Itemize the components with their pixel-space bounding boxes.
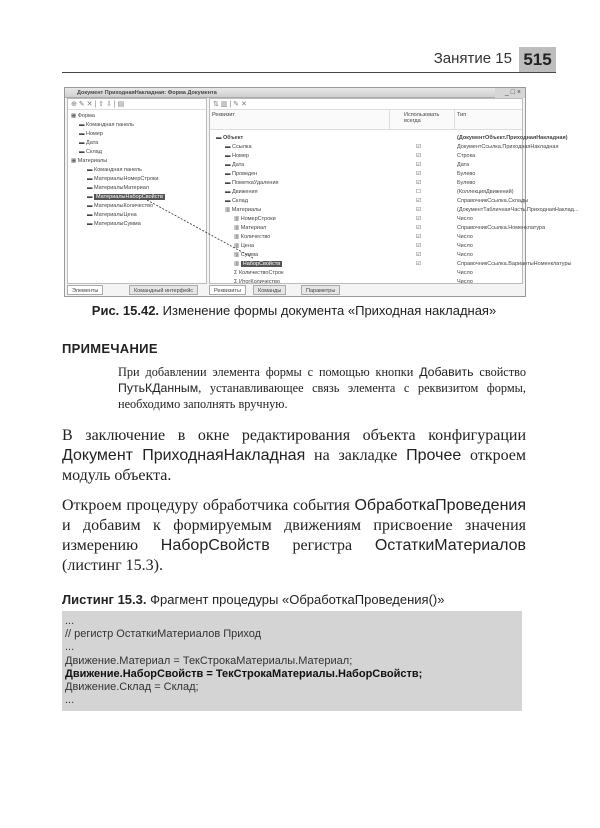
attribute-type: Число — [457, 252, 473, 258]
attribute-type: Дата — [457, 162, 470, 168]
use-always-checkbox[interactable]: ☑ — [416, 144, 421, 150]
attribute-row[interactable]: ▬ Объект — [216, 135, 244, 141]
attribute-row[interactable]: ▥ Материал — [234, 225, 267, 231]
use-always-checkbox[interactable]: ☑ — [416, 198, 421, 204]
use-always-checkbox[interactable]: ☑ — [416, 207, 421, 213]
form-element-label: МатериалыСумма — [94, 221, 141, 227]
use-always-checkbox[interactable]: ☑ — [416, 261, 421, 267]
form-element-item[interactable]: ▬ Склад — [79, 149, 102, 155]
attribute-type: СправочникСсылка.Склады — [457, 198, 529, 204]
attribute-type: Число — [457, 243, 473, 249]
form-element-item[interactable]: ▦ Форма — [71, 113, 95, 119]
attribute-row[interactable]: ▥ Количество — [234, 234, 271, 240]
page-body — [62, 303, 526, 711]
attribute-row[interactable]: ▬ Склад — [225, 198, 248, 204]
window-title: Документ ПриходнаяНакладная: Форма Документа — [65, 88, 495, 98]
use-always-checkbox[interactable]: ☑ — [416, 162, 421, 168]
form-element-item[interactable]: ▬ МатериалыЦена — [87, 212, 137, 218]
form-element-label: МатериалыКоличество — [94, 203, 154, 209]
attribute-type: ДокументСсылка.ПриходнаяНакладная — [457, 144, 559, 150]
attribute-row[interactable]: ▬ Номер — [225, 153, 249, 159]
form-element-label: Форма — [77, 113, 95, 119]
attribute-row[interactable]: ▬ ПометкаУдаления — [225, 180, 279, 186]
note-heading: ПРИМЕЧАНИЕ — [62, 341, 158, 356]
attribute-name: КоличествоСтрок — [238, 270, 284, 276]
code-line: Движение.Материал = ТекСтрокаМатериалы.Материал; — [65, 654, 353, 667]
attribute-type: Число — [457, 270, 473, 276]
code-line-highlighted: Движение.НаборСвойств = ТекСтрокаМатериалы.НаборСвойств; — [65, 667, 423, 680]
attribute-row[interactable]: ▥ Материалы — [225, 207, 262, 213]
attribute-type: Число — [457, 216, 473, 222]
use-always-checkbox[interactable]: ☑ — [416, 243, 421, 249]
attribute-name: Склад — [232, 198, 248, 204]
page-number: 515 — [519, 47, 556, 72]
attribute-row[interactable]: ▬ Проведен — [225, 171, 258, 177]
attribute-type: Число — [457, 279, 473, 285]
attribute-name: Цена — [240, 243, 254, 249]
form-element-item[interactable]: ▬ Командная панель — [79, 122, 135, 128]
form-element-label: Дата — [86, 140, 99, 146]
paragraph: Откроем процедуру обработчика события ОбработкаПроведения и добавим к формируемым движениям присвоение значения измерению НаборСвойств регистра ОстаткиМатериалов (листинг 15.3). — [62, 497, 526, 574]
attribute-name: Проведен — [232, 171, 258, 177]
right-toolbar: ⇅ ▥ | ✎ ✕ — [210, 99, 522, 110]
attribute-row[interactable]: ▬ Движения — [225, 189, 258, 195]
chapter-title: Занятие 15 — [433, 50, 512, 67]
attribute-type: Булево — [457, 171, 476, 177]
paragraph: В заключение в окне редактирования объекта конфигурации Документ ПриходнаяНакладная на закладке Прочее откроем модуль объекта. — [62, 427, 526, 484]
figure-screenshot — [64, 87, 579, 297]
use-always-checkbox[interactable]: ☑ — [416, 234, 421, 240]
attribute-type: Число — [457, 234, 473, 240]
code-line: ... — [65, 694, 75, 707]
attribute-name: НомерСтроки — [240, 216, 276, 222]
attribute-type: СправочникСсылка.ВариантыНоменклатуры — [457, 261, 572, 267]
use-always-checkbox[interactable]: ☑ — [416, 171, 421, 177]
form-element-label: МатериалыНаборСвойств — [96, 194, 163, 200]
form-element-item[interactable]: ▬ Командная панель — [87, 167, 143, 173]
attribute-name: Сумма — [240, 252, 259, 258]
attribute-row[interactable]: Σ КоличествоСтрок — [234, 270, 284, 276]
attribute-name: Материалы — [231, 207, 262, 213]
attribute-name: Количество — [240, 234, 271, 240]
code-line: Движение.Склад = Склад; — [65, 681, 199, 694]
attribute-name: Ссылка — [232, 144, 252, 150]
attribute-name: Движения — [232, 189, 258, 195]
pane-tab[interactable]: Реквизиты — [209, 285, 246, 295]
form-element-item[interactable]: ▬ МатериалыКоличество — [87, 203, 154, 209]
form-element-label: Номер — [86, 131, 103, 137]
attribute-type: СправочникСсылка.Номенклатура — [457, 225, 546, 231]
form-element-item[interactable]: ▬ МатериалыНомерСтроки — [87, 176, 159, 182]
use-always-checkbox[interactable]: ☑ — [416, 180, 421, 186]
attribute-row[interactable]: ▬ Ссылка — [225, 144, 252, 150]
attribute-name: НаборСвойств — [242, 261, 281, 267]
attribute-name: Дата — [232, 162, 245, 168]
use-always-checkbox[interactable]: ☑ — [416, 225, 421, 231]
attribute-name: Номер — [232, 153, 249, 159]
code-line: ... — [65, 641, 75, 654]
window-controls[interactable]: _ □ × — [495, 88, 525, 98]
attribute-type: Строка — [457, 153, 476, 159]
form-element-label: МатериалыЦена — [94, 212, 137, 218]
col-header-type: Тип — [455, 110, 522, 130]
form-element-item[interactable]: ▬ МатериалыСумма — [87, 221, 141, 227]
form-element-item[interactable]: ▬ Номер — [79, 131, 103, 137]
col-header-always: Использовать всегда — [390, 110, 455, 130]
attribute-name: Материал — [240, 225, 267, 231]
caption-number: Рис. 15.42. — [91, 303, 160, 318]
pane-tab[interactable]: Параметры — [301, 285, 340, 295]
form-element-label: Командная панель — [94, 167, 143, 173]
attribute-row[interactable]: ▥ Сумма — [234, 252, 259, 258]
pane-tab[interactable]: Команды — [253, 285, 286, 295]
attribute-type: (КоллекцияДвижений) — [457, 189, 514, 195]
attribute-row[interactable]: ▬ Дата — [225, 162, 245, 168]
code-line: // регистр ОстаткиМатериалов Приход — [65, 628, 262, 641]
use-always-checkbox[interactable]: ☑ — [416, 252, 421, 258]
form-element-label: Склад — [86, 149, 102, 155]
listing-caption: Листинг 15.3. Фрагмент процедуры «ОбработкаПроведения()» — [62, 592, 445, 607]
form-element-label: МатериалыНомерСтроки — [94, 176, 159, 182]
form-element-item[interactable]: ▬ Дата — [79, 140, 99, 146]
form-element-label: МатериалыМатериал — [94, 185, 149, 191]
attribute-type: Булево — [457, 180, 476, 186]
pane-tab[interactable]: Командный интерфейс — [129, 285, 198, 295]
pane-tab[interactable]: Элементы — [67, 285, 103, 295]
figure-caption — [62, 303, 526, 319]
header-rule — [62, 72, 556, 73]
use-always-checkbox[interactable]: ☑ — [416, 216, 421, 222]
form-element-item[interactable]: ▬ МатериалыМатериал — [87, 185, 149, 191]
attribute-row[interactable]: ▥ НаборСвойств — [234, 261, 281, 267]
attribute-row[interactable]: ▥ Цена — [234, 243, 254, 249]
note-text: При добавлении элемента формы с помощью кнопки Добавить свойство ПутьКДанным, устанавливающее связь элемента с реквизитом формы, необходимо заполнять вручную. — [118, 365, 527, 411]
caption-text: Изменение формы документа «Приходная накладная» — [159, 303, 497, 318]
attribute-row[interactable]: ▥ НомерСтроки — [234, 216, 276, 222]
code-line: ... — [65, 615, 75, 627]
attribute-name: Объект — [223, 135, 244, 141]
attribute-type: (ДокументОбъект.ПриходнаяНакладная) — [457, 135, 568, 141]
form-element-item[interactable]: ▬ МатериалыНаборСвойств — [87, 194, 163, 200]
attribute-name: ИтогКоличество — [238, 279, 280, 285]
use-always-checkbox[interactable]: ☐ — [416, 189, 421, 195]
use-always-checkbox[interactable]: ☑ — [416, 153, 421, 159]
left-toolbar: ⊕ ✎ ✕ | ⇧ ⇩ | ▤ — [68, 99, 206, 110]
col-header-attr: Реквизит — [210, 110, 390, 130]
form-element-item[interactable]: ▦ Материалы — [71, 158, 108, 164]
attribute-row[interactable]: Σ ИтогКоличество — [234, 279, 280, 285]
attribute-name: ПометкаУдаления — [232, 180, 279, 186]
code-listing — [62, 611, 522, 711]
link-arrow — [65, 88, 527, 298]
form-element-label: Командная панель — [86, 122, 135, 128]
attribute-type: (ДокументТабличнаяЧасть.ПриходнаяНаклад... — [457, 207, 579, 213]
form-element-label: Материалы — [77, 158, 108, 164]
